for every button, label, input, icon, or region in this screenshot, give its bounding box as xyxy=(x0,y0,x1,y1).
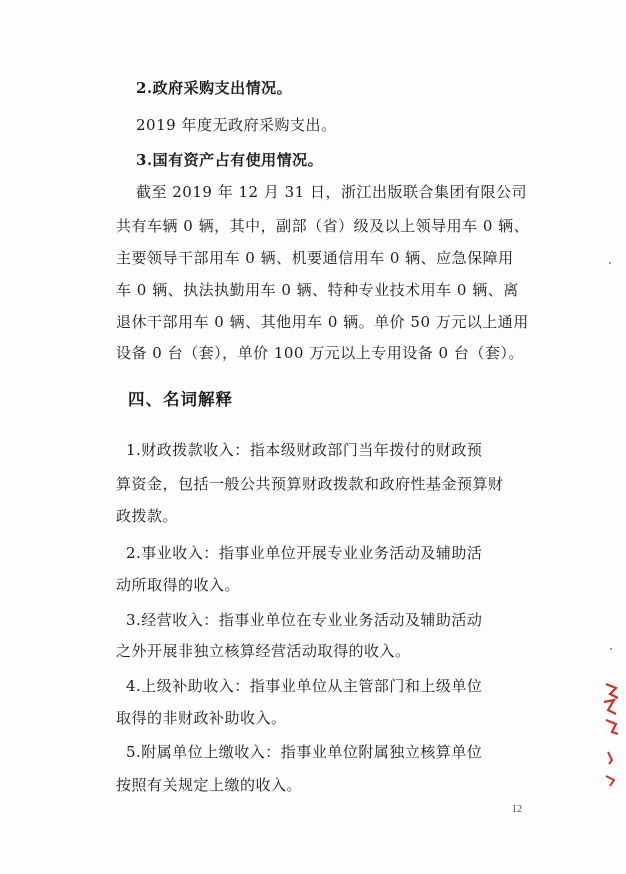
term-line: 2.事业收入：指事业单位开展专业业务活动及辅助活 xyxy=(126,544,483,562)
paragraph-line: 共有车辆 0 辆，其中，副部（省）级及以上领导用车 0 辆、 xyxy=(116,217,530,235)
item-2-text: 2019 年度无政府采购支出。 xyxy=(136,116,337,134)
section-heading: 四、名词解释 xyxy=(128,390,233,409)
term-line: 取得的非财政补助收入。 xyxy=(116,709,287,727)
term-line: 3.经营收入：指事业单位在专业业务活动及辅助活动 xyxy=(126,611,483,629)
paragraph-line: 截至 2019 年 12 月 31 日，浙江出版联合集团有限公司 xyxy=(136,183,527,201)
term-line: 算资金，包括一般公共预算财政拨款和政府性基金预算财 xyxy=(116,475,504,493)
term-line: 5.附属单位上缴收入：指事业单位附属独立核算单位 xyxy=(126,743,483,761)
term-line: 动所取得的收入。 xyxy=(116,576,241,594)
item-2-title: 2.政府采购支出情况。 xyxy=(136,79,293,97)
item-3-title: 3.国有资产占有使用情况。 xyxy=(136,151,324,169)
term-line: 4.上级补助收入：指事业单位从主管部门和上级单位 xyxy=(126,677,483,695)
term-line: 按照有关规定上缴的收入。 xyxy=(116,776,303,794)
term-line: 之外开展非独立核算经营活动取得的收入。 xyxy=(116,642,411,660)
term-line: 1.财政拨款收入：指本级财政部门当年拨付的财政预 xyxy=(126,441,483,459)
red-seal-fragment xyxy=(600,680,622,790)
paragraph-line: 设备 0 台（套），单价 100 万元以上专用设备 0 台（套）。 xyxy=(116,344,524,362)
term-line: 政拨款。 xyxy=(116,507,179,525)
paragraph-line: 车 0 辆、执法执勤用车 0 辆、特种专业技术用车 0 辆、离 xyxy=(116,281,519,299)
paragraph-line: 主要领导干部用车 0 辆、机要通信用车 0 辆、应急保障用 xyxy=(116,249,514,267)
scan-speck xyxy=(609,262,611,264)
scan-speck xyxy=(610,648,612,650)
page-number: 12 xyxy=(512,804,522,815)
paragraph-line: 退休干部用车 0 辆、其他用车 0 辆。单价 50 万元以上通用 xyxy=(116,313,529,331)
